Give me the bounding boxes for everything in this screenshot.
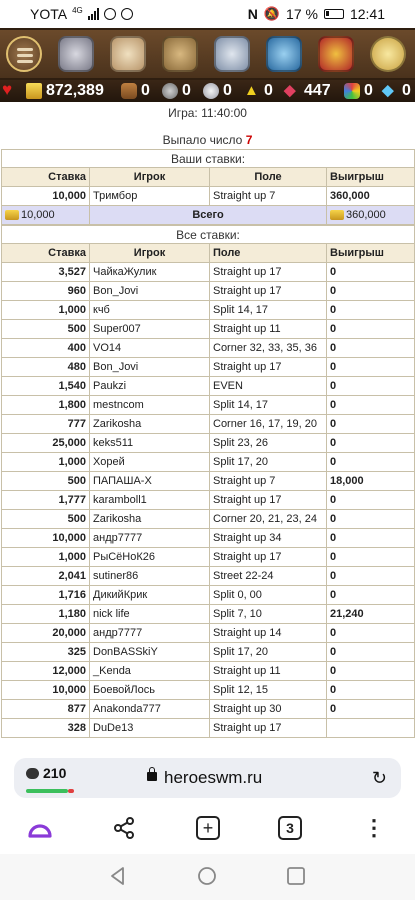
ore-icon bbox=[162, 83, 178, 99]
stake-cell: 500 bbox=[2, 472, 90, 491]
table-row bbox=[2, 187, 415, 206]
field-cell: Straight up 14 bbox=[210, 624, 327, 643]
heart-icon: ♥ bbox=[2, 80, 13, 99]
player-cell: БоевойЛось bbox=[90, 681, 210, 700]
your-bets-header bbox=[2, 168, 415, 187]
mercury-icon bbox=[203, 83, 219, 99]
stake-cell: 10,000 bbox=[2, 681, 90, 700]
wood-amount: 0 bbox=[141, 82, 150, 99]
url-text[interactable]: heroeswm.ru bbox=[164, 768, 263, 787]
win-cell: 360,000 bbox=[327, 187, 415, 206]
crystals-resource bbox=[284, 82, 331, 100]
share-icon[interactable] bbox=[106, 812, 142, 844]
field-cell: Straight up 17 bbox=[210, 358, 327, 377]
stake-cell: 10,000 bbox=[2, 187, 90, 206]
field-cell: Corner 32, 33, 35, 36 bbox=[210, 339, 327, 358]
win-cell: 0 bbox=[327, 548, 415, 567]
address-bar[interactable] bbox=[14, 758, 401, 798]
player-cell: DonBASSkiY bbox=[90, 643, 210, 662]
system-navigation-bar bbox=[0, 854, 415, 900]
field-cell: Street 22-24 bbox=[210, 567, 327, 586]
win-cell: 0 bbox=[327, 700, 415, 719]
ore-amount: 0 bbox=[182, 82, 191, 99]
field-cell: Straight up 11 bbox=[210, 320, 327, 339]
table-row bbox=[2, 605, 415, 624]
gems-icon bbox=[344, 83, 360, 99]
table-row bbox=[2, 586, 415, 605]
win-cell: 0 bbox=[327, 624, 415, 643]
player-cell: Zarikosha bbox=[90, 510, 210, 529]
table-row bbox=[2, 567, 415, 586]
field-cell: Straight up 7 bbox=[210, 472, 327, 491]
stake-cell: 1,716 bbox=[2, 586, 90, 605]
stake-cell: 2,041 bbox=[2, 567, 90, 586]
stake-cell: 480 bbox=[2, 358, 90, 377]
column-header: Поле bbox=[210, 168, 327, 187]
diamonds-resource bbox=[382, 82, 411, 100]
all-bets-title: Все ставки: bbox=[2, 226, 415, 244]
table-row bbox=[2, 662, 415, 681]
carrier-label: YOTA bbox=[30, 6, 68, 22]
winning-number-line bbox=[0, 132, 415, 148]
win-cell: 0 bbox=[327, 434, 415, 453]
win-cell: 0 bbox=[327, 320, 415, 339]
player-cell: РыСёНоК26 bbox=[90, 548, 210, 567]
column-header: Ставка bbox=[2, 168, 90, 187]
mute-bell-icon: 🔕 bbox=[263, 6, 281, 21]
chat-bubble-icon[interactable] bbox=[370, 36, 406, 72]
field-cell: Split 23, 26 bbox=[210, 434, 327, 453]
win-cell: 0 bbox=[327, 453, 415, 472]
win-cell: 0 bbox=[327, 358, 415, 377]
win-cell: 0 bbox=[327, 339, 415, 358]
nfc-icon: N bbox=[247, 6, 258, 22]
tab-counter[interactable] bbox=[26, 765, 66, 781]
player-cell: ЧайкаЖулик bbox=[90, 263, 210, 282]
win-cell: 0 bbox=[327, 415, 415, 434]
game-time: Игра: 11:40:00 bbox=[168, 106, 247, 120]
crossed-swords-icon[interactable] bbox=[214, 36, 250, 72]
win-cell: 0 bbox=[327, 586, 415, 605]
win-cell: 0 bbox=[327, 263, 415, 282]
all-bets-header bbox=[2, 244, 415, 263]
player-cell: mestncom bbox=[90, 396, 210, 415]
column-header: Игрок bbox=[90, 244, 210, 263]
stake-cell: 1,000 bbox=[2, 453, 90, 472]
signal-icon bbox=[88, 8, 99, 20]
total-stake-cell bbox=[2, 206, 90, 225]
column-header: Игрок bbox=[90, 168, 210, 187]
table-row bbox=[2, 339, 415, 358]
win-cell bbox=[327, 719, 415, 738]
stake-cell: 1,540 bbox=[2, 377, 90, 396]
stake-cell: 877 bbox=[2, 700, 90, 719]
search-icon bbox=[104, 8, 116, 20]
home-icon[interactable] bbox=[197, 866, 217, 891]
comments-icon bbox=[26, 768, 39, 779]
player-cell: Paukzi bbox=[90, 377, 210, 396]
gold-icon bbox=[330, 210, 344, 220]
wood-resource bbox=[121, 82, 150, 100]
map-scroll-icon[interactable] bbox=[110, 36, 146, 72]
winning-number: 7 bbox=[245, 133, 253, 147]
field-cell: Split 7, 10 bbox=[210, 605, 327, 624]
stake-cell: 777 bbox=[2, 415, 90, 434]
more-menu-icon[interactable]: ⋮ bbox=[363, 815, 385, 840]
resource-bar bbox=[0, 80, 415, 102]
total-row bbox=[2, 206, 415, 225]
field-cell: Straight up 17 bbox=[210, 282, 327, 301]
stake-cell: 1,000 bbox=[2, 301, 90, 320]
stake-cell: 500 bbox=[2, 320, 90, 339]
player-cell: _Kenda bbox=[90, 662, 210, 681]
win-cell: 0 bbox=[327, 681, 415, 700]
stake-cell: 400 bbox=[2, 339, 90, 358]
sulfur-icon: ▲ bbox=[244, 82, 259, 99]
table-row bbox=[2, 643, 415, 662]
browser-chrome bbox=[0, 750, 415, 900]
stake-cell: 1,777 bbox=[2, 491, 90, 510]
player-cell: кчб bbox=[90, 301, 210, 320]
status-bar bbox=[0, 0, 415, 28]
table-row bbox=[2, 358, 415, 377]
player-cell: андр7777 bbox=[90, 529, 210, 548]
player-cell: Zarikosha bbox=[90, 415, 210, 434]
win-cell: 0 bbox=[327, 529, 415, 548]
browser-toolbar bbox=[0, 810, 415, 846]
back-icon[interactable] bbox=[108, 866, 128, 891]
player-cell: nick life bbox=[90, 605, 210, 624]
gold-icon bbox=[26, 83, 42, 99]
player-cell: VO14 bbox=[90, 339, 210, 358]
table-row bbox=[2, 472, 415, 491]
new-tab-button[interactable] bbox=[190, 812, 226, 844]
table-row bbox=[2, 510, 415, 529]
column-header: Выигрыш bbox=[327, 168, 415, 187]
browser-notification-icon bbox=[121, 8, 133, 20]
table-row bbox=[2, 434, 415, 453]
field-cell: EVEN bbox=[210, 377, 327, 396]
your-bets-title: Ваши ставки: bbox=[2, 150, 415, 168]
alice-assistant-icon[interactable] bbox=[22, 812, 58, 844]
field-cell: Straight up 11 bbox=[210, 662, 327, 681]
win-cell: 0 bbox=[327, 377, 415, 396]
player-cell: ДикийКрик bbox=[90, 586, 210, 605]
field-cell: Split 17, 20 bbox=[210, 453, 327, 472]
table-row bbox=[2, 377, 415, 396]
field-cell: Split 14, 17 bbox=[210, 396, 327, 415]
player-cell: ПАПАША-Х bbox=[90, 472, 210, 491]
table-row bbox=[2, 491, 415, 510]
column-header: Ставка bbox=[2, 244, 90, 263]
crystal-icon: ◆ bbox=[284, 82, 296, 99]
game-toolbar bbox=[0, 28, 415, 80]
menu-icon[interactable] bbox=[6, 36, 42, 72]
table-row bbox=[2, 301, 415, 320]
reload-icon[interactable]: ↻ bbox=[371, 768, 387, 788]
field-cell: Straight up 30 bbox=[210, 700, 327, 719]
total-stake: 10,000 bbox=[21, 209, 55, 221]
crystals-amount: 447 bbox=[304, 82, 331, 99]
table-row bbox=[2, 415, 415, 434]
all-bets-table bbox=[1, 225, 415, 738]
field-cell: Corner 20, 21, 23, 24 bbox=[210, 510, 327, 529]
table-row bbox=[2, 719, 415, 738]
win-cell: 0 bbox=[327, 301, 415, 320]
sulfur-amount: 0 bbox=[264, 82, 273, 99]
column-header: Поле bbox=[210, 244, 327, 263]
stake-cell: 1,800 bbox=[2, 396, 90, 415]
table-row bbox=[2, 282, 415, 301]
stake-cell: 325 bbox=[2, 643, 90, 662]
win-cell: 0 bbox=[327, 396, 415, 415]
stake-cell: 12,000 bbox=[2, 662, 90, 681]
player-cell: keks511 bbox=[90, 434, 210, 453]
field-cell: Straight up 7 bbox=[210, 187, 327, 206]
diamonds-amount: 0 bbox=[402, 82, 411, 99]
roulette-icon[interactable] bbox=[318, 36, 354, 72]
table-row bbox=[2, 681, 415, 700]
total-win: 360,000 bbox=[346, 209, 386, 221]
player-cell: Хорей bbox=[90, 453, 210, 472]
table-row bbox=[2, 396, 415, 415]
diamond-icon: ◆ bbox=[382, 82, 394, 99]
field-cell: Straight up 34 bbox=[210, 529, 327, 548]
column-header: Выигрыш bbox=[327, 244, 415, 263]
battery-percent: 17 % bbox=[286, 6, 318, 22]
health-resource bbox=[2, 82, 18, 98]
all-bets-rows bbox=[2, 263, 415, 738]
field-cell: Split 0, 00 bbox=[210, 586, 327, 605]
stake-cell: 25,000 bbox=[2, 434, 90, 453]
total-label: Всего bbox=[90, 206, 327, 225]
battery-icon bbox=[324, 9, 344, 19]
tavern-mug-icon[interactable] bbox=[266, 36, 302, 72]
recents-icon[interactable] bbox=[286, 866, 306, 891]
total-win-cell bbox=[327, 206, 415, 225]
stake-cell: 960 bbox=[2, 282, 90, 301]
player-cell: Тримбор bbox=[90, 187, 210, 206]
stake-cell: 10,000 bbox=[2, 529, 90, 548]
plus-icon: + bbox=[196, 816, 220, 840]
field-cell: Split 14, 17 bbox=[210, 301, 327, 320]
player-cell: Anakonda777 bbox=[90, 700, 210, 719]
player-cell: sutiner86 bbox=[90, 567, 210, 586]
table-row bbox=[2, 320, 415, 339]
stake-cell: 328 bbox=[2, 719, 90, 738]
table-row bbox=[2, 453, 415, 472]
field-cell: Straight up 17 bbox=[210, 491, 327, 510]
inventory-bag-icon[interactable] bbox=[162, 36, 198, 72]
gems-resource bbox=[344, 82, 373, 100]
knight-helmet-icon[interactable] bbox=[58, 36, 94, 72]
gold-icon bbox=[5, 210, 19, 220]
gold-amount: 872,389 bbox=[46, 82, 104, 99]
player-cell: Bon_Jovi bbox=[90, 358, 210, 377]
your-bets-table bbox=[1, 149, 415, 225]
win-cell: 0 bbox=[327, 282, 415, 301]
player-cell: Super007 bbox=[90, 320, 210, 339]
table-row bbox=[2, 548, 415, 567]
field-cell: Corner 16, 17, 19, 20 bbox=[210, 415, 327, 434]
roulette-results-page bbox=[0, 102, 415, 750]
player-cell: karamboll1 bbox=[90, 491, 210, 510]
player-cell: DuDe13 bbox=[90, 719, 210, 738]
gold-resource bbox=[26, 82, 104, 100]
table-row bbox=[2, 529, 415, 548]
tab-counter-value: 210 bbox=[43, 765, 67, 781]
tabs-count: 3 bbox=[278, 816, 302, 840]
network-type: 4G bbox=[72, 5, 83, 15]
win-cell: 21,240 bbox=[327, 605, 415, 624]
field-cell: Straight up 17 bbox=[210, 263, 327, 282]
field-cell: Straight up 17 bbox=[210, 548, 327, 567]
stake-cell: 3,527 bbox=[2, 263, 90, 282]
stake-cell: 1,180 bbox=[2, 605, 90, 624]
table-row bbox=[2, 263, 415, 282]
stake-cell: 500 bbox=[2, 510, 90, 529]
winning-number-label: Выпало число bbox=[162, 133, 243, 147]
win-cell: 0 bbox=[327, 567, 415, 586]
stake-cell: 20,000 bbox=[2, 624, 90, 643]
tabs-button[interactable] bbox=[272, 812, 308, 844]
page-load-progress bbox=[26, 789, 68, 793]
stake-cell: 1,000 bbox=[2, 548, 90, 567]
table-row bbox=[2, 624, 415, 643]
field-cell: Straight up 17 bbox=[210, 719, 327, 738]
lock-icon bbox=[147, 772, 157, 781]
table-row bbox=[2, 700, 415, 719]
win-cell: 18,000 bbox=[327, 472, 415, 491]
field-cell: Split 17, 20 bbox=[210, 643, 327, 662]
mercury-resource bbox=[203, 82, 232, 100]
sulfur-resource bbox=[244, 82, 273, 100]
win-cell: 0 bbox=[327, 662, 415, 681]
wood-icon bbox=[121, 83, 137, 99]
ore-resource bbox=[162, 82, 191, 100]
player-cell: Bon_Jovi bbox=[90, 282, 210, 301]
win-cell: 0 bbox=[327, 491, 415, 510]
mercury-amount: 0 bbox=[223, 82, 232, 99]
win-cell: 0 bbox=[327, 510, 415, 529]
gems-amount: 0 bbox=[364, 82, 373, 99]
clock: 12:41 bbox=[349, 6, 385, 22]
win-cell: 0 bbox=[327, 643, 415, 662]
field-cell: Split 12, 15 bbox=[210, 681, 327, 700]
player-cell: андр7777 bbox=[90, 624, 210, 643]
